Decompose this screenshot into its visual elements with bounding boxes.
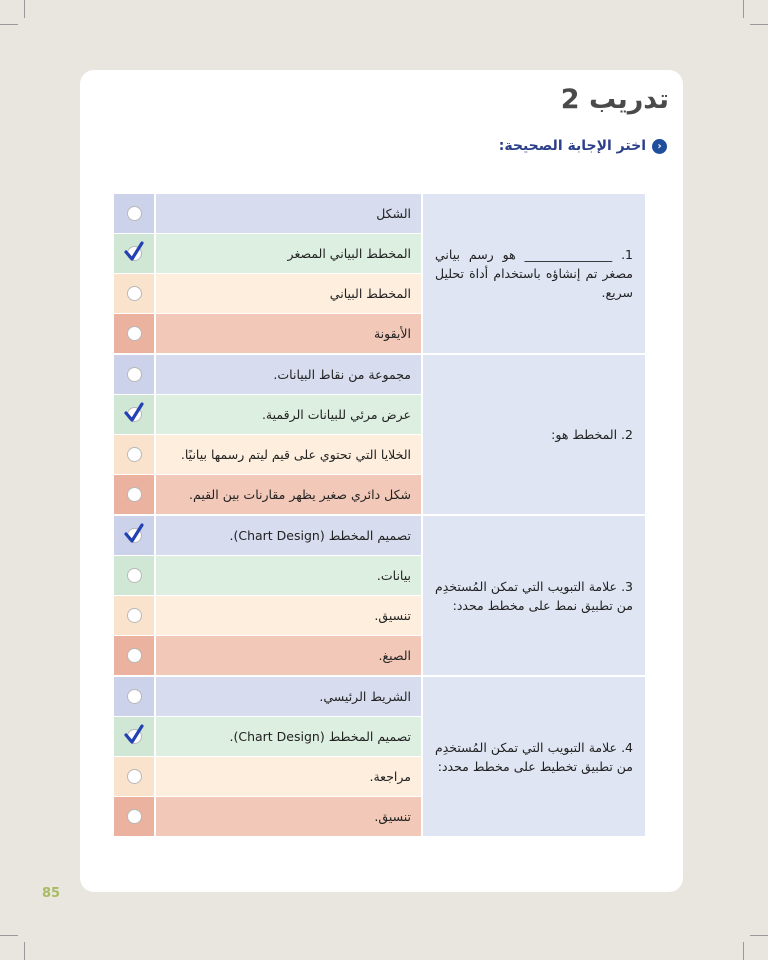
- question-text: 3. علامة التبويب التي تمكن المُستخدِم من تطبيق نمط على مخطط محدد:: [435, 578, 633, 613]
- option-radio[interactable]: [114, 757, 154, 796]
- option-label: شكل دائري صغير يظهر مقارنات بين القيم.: [156, 475, 421, 514]
- option-radio[interactable]: [114, 355, 154, 394]
- option-radio[interactable]: [114, 556, 154, 595]
- option-radio[interactable]: [114, 194, 154, 233]
- option-radio[interactable]: [114, 435, 154, 474]
- checkmark-icon: [123, 241, 145, 263]
- option-label: بيانات.: [156, 556, 421, 595]
- instruction-text: اختر الإجابة الصحيحة:: [498, 138, 646, 154]
- radio-circle[interactable]: [127, 286, 142, 301]
- checkmark-icon: [123, 724, 145, 746]
- option-radio[interactable]: [114, 677, 154, 716]
- option-label: الأيقونة: [156, 314, 421, 353]
- option-label: المخطط البياني المصغر: [156, 234, 421, 273]
- crop-mark: [24, 942, 25, 960]
- quiz-table: [114, 194, 645, 824]
- crop-mark: [743, 0, 744, 18]
- option-label: تنسيق.: [156, 596, 421, 635]
- option-radio[interactable]: [114, 596, 154, 635]
- option-label: مجموعة من نقاط البيانات.: [156, 355, 421, 394]
- question-3: [423, 516, 645, 675]
- page-title: تدريب 2: [560, 84, 669, 115]
- option-label: تنسيق.: [156, 797, 421, 836]
- radio-circle[interactable]: [127, 367, 142, 382]
- option-label: تصميم المخطط (Chart Design).: [156, 516, 421, 555]
- exercise-card: [80, 70, 683, 892]
- radio-circle[interactable]: [127, 648, 142, 663]
- option-label: عرض مرئي للبيانات الرقمية.: [156, 395, 421, 434]
- crop-mark: [750, 935, 768, 936]
- radio-circle[interactable]: [127, 608, 142, 623]
- instruction: [499, 138, 667, 154]
- option-radio[interactable]: [114, 797, 154, 836]
- option-label: الخلايا التي تحتوي على قيم ليتم رسمها بيانيًا.: [156, 435, 421, 474]
- chevron-left-icon: ‹: [652, 139, 667, 154]
- radio-circle[interactable]: [127, 769, 142, 784]
- option-label: تصميم المخطط (Chart Design).: [156, 717, 421, 756]
- option-radio[interactable]: [114, 395, 154, 434]
- checkmark-icon: [123, 402, 145, 424]
- question-1: [423, 194, 645, 353]
- crop-mark: [0, 935, 18, 936]
- question-text: 1. ______________ هو رسم بياني مصغر تم إنشاؤه باستخدام أداة تحليل سريع.: [435, 247, 633, 300]
- option-radio[interactable]: [114, 234, 154, 273]
- option-label: مراجعة.: [156, 757, 421, 796]
- option-radio[interactable]: [114, 274, 154, 313]
- option-label: الشريط الرئيسي.: [156, 677, 421, 716]
- question-text: 4. علامة التبويب التي تمكن المُستخدِم من تطبيق تخطيط على مخطط محدد:: [435, 739, 633, 774]
- option-radio[interactable]: [114, 516, 154, 555]
- radio-circle[interactable]: [127, 447, 142, 462]
- option-radio[interactable]: [114, 717, 154, 756]
- radio-circle[interactable]: [127, 809, 142, 824]
- page-number: 85: [42, 886, 61, 901]
- question-2: [423, 355, 645, 514]
- question-text: 2. المخطط هو:: [551, 427, 633, 442]
- radio-circle[interactable]: [127, 206, 142, 221]
- option-label: الشكل: [156, 194, 421, 233]
- option-label: الصيغ.: [156, 636, 421, 675]
- crop-mark: [24, 0, 25, 18]
- crop-mark: [0, 24, 18, 25]
- option-radio[interactable]: [114, 475, 154, 514]
- radio-circle[interactable]: [127, 568, 142, 583]
- crop-mark: [750, 24, 768, 25]
- radio-circle[interactable]: [127, 326, 142, 341]
- crop-mark: [743, 942, 744, 960]
- option-radio[interactable]: [114, 314, 154, 353]
- checkmark-icon: [123, 523, 145, 545]
- option-label: المخطط البياني: [156, 274, 421, 313]
- radio-circle[interactable]: [127, 689, 142, 704]
- radio-circle[interactable]: [127, 487, 142, 502]
- option-radio[interactable]: [114, 636, 154, 675]
- question-4: [423, 677, 645, 836]
